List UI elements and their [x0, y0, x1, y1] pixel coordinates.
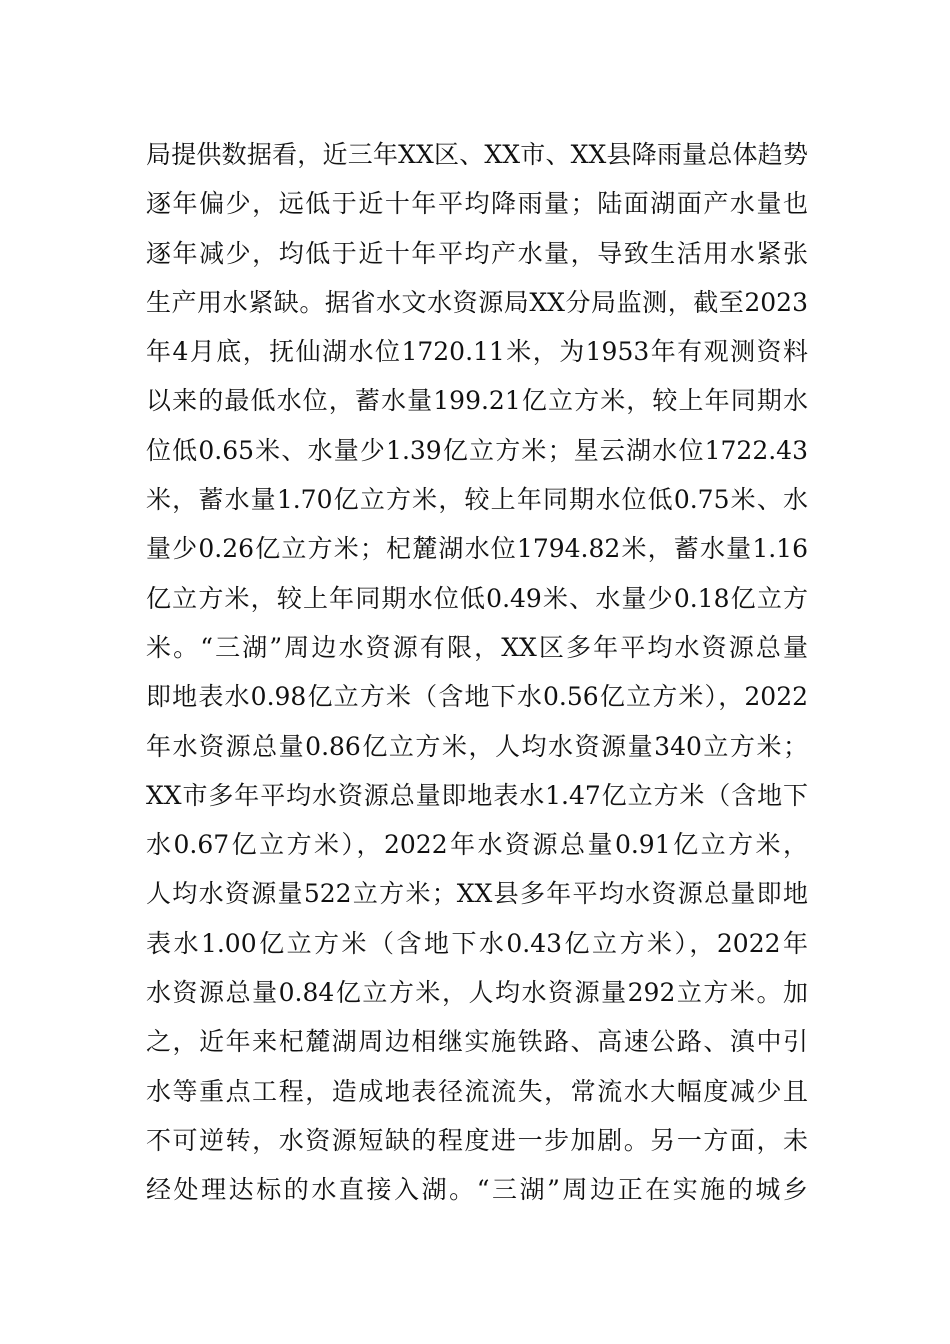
text-line: 经处理达标的水直接入湖。“三湖”周边正在实施的城乡: [146, 1175, 808, 1205]
text-line: 逐年偏少，远低于近十年平均降雨量；陆面湖面产水量也: [146, 189, 808, 219]
text-line: 米。“三湖”周边水资源有限，XX区多年平均水资源总量: [146, 632, 808, 662]
text-line: 水资源总量0.84亿立方米，人均水资源量292立方米。加: [146, 978, 808, 1008]
text-line: 逐年减少，均低于近十年平均产水量，导致生活用水紧张: [146, 238, 808, 268]
text-line: 年4月底，抚仙湖水位1720.11米，为1953年有观测资料: [146, 337, 808, 367]
text-line: 人均水资源量522立方米；XX县多年平均水资源总量即地: [146, 879, 808, 909]
text-line: 以来的最低水位，蓄水量199.21亿立方米，较上年同期水: [146, 386, 808, 416]
text-line: 即地表水0.98亿立方米（含地下水0.56亿立方米），2022: [146, 682, 808, 712]
text-line: 不可逆转，水资源短缺的程度进一步加剧。另一方面，未: [146, 1125, 808, 1155]
text-line: 位低0.65米、水量少1.39亿立方米；星云湖水位1722.43: [146, 435, 808, 465]
text-line: 亿立方米，较上年同期水位低0.49米、水量少0.18亿立方: [146, 583, 808, 613]
text-line: 年水资源总量0.86亿立方米，人均水资源量340立方米；: [146, 731, 808, 761]
text-line: 米，蓄水量1.70亿立方米，较上年同期水位低0.75米、水: [146, 485, 808, 515]
text-line: XX市多年平均水资源总量即地表水1.47亿立方米（含地下: [146, 780, 808, 810]
text-line: 水0.67亿立方米），2022年水资源总量0.91亿立方米，: [146, 830, 808, 860]
text-line: 之，近年来杞麓湖周边相继实施铁路、高速公路、滇中引: [146, 1027, 808, 1057]
text-line: 生产用水紧缺。据省水文水资源局XX分局监测，截至2023: [146, 287, 808, 317]
text-line: 局提供数据看，近三年XX区、XX市、XX县降雨量总体趋势: [146, 140, 808, 169]
text-line: 水等重点工程，造成地表径流流失，常流水大幅度减少且: [146, 1076, 808, 1106]
text-line: 表水1.00亿立方米（含地下水0.43亿立方米），2022年: [146, 928, 808, 958]
text-line: 量少0.26亿立方米；杞麓湖水位1794.82米，蓄水量1.16: [146, 534, 808, 564]
body-text: [146, 130, 808, 1215]
